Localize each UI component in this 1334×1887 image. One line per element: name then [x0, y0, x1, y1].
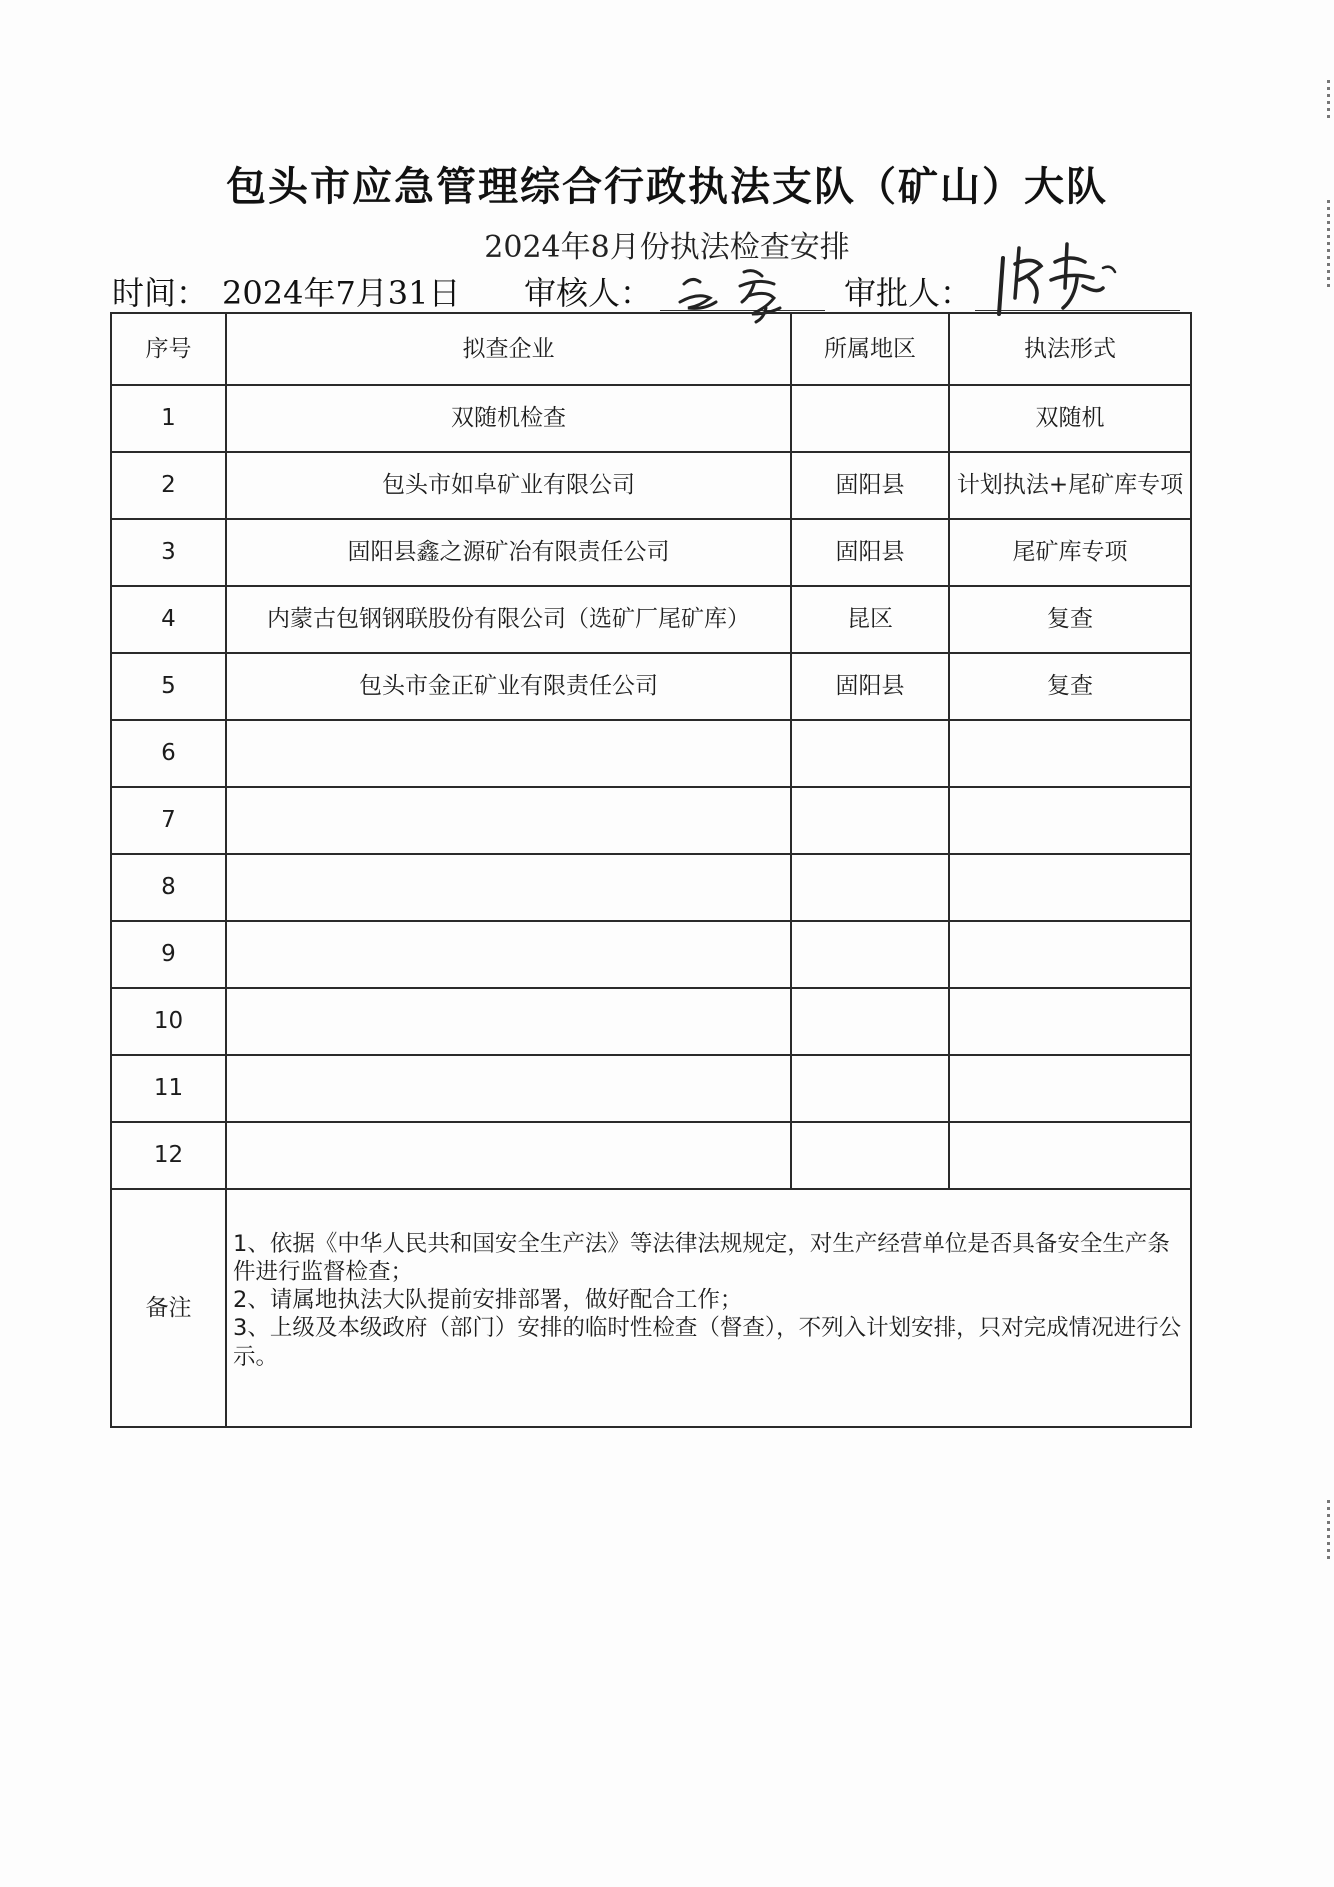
row-form: 尾矿库专项 [949, 519, 1191, 586]
row-company [226, 1122, 791, 1189]
table-row [111, 854, 1191, 921]
row-company: 内蒙古包钢钢联股份有限公司（选矿厂尾矿库） [226, 586, 791, 653]
row-region [791, 787, 949, 854]
row-region [791, 854, 949, 921]
table-row [111, 921, 1191, 988]
row-form [949, 921, 1191, 988]
row-no: 6 [111, 720, 226, 787]
scan-margin-mark [1327, 80, 1330, 120]
document-title: 包头市应急管理综合行政执法支队（矿山）大队 [226, 164, 1108, 210]
row-region [791, 1122, 949, 1189]
remark-item: 1、依据《中华人民共和国安全生产法》等法律法规规定，对生产经营单位是否具备安全生产条件进行监督检查； [233, 1231, 1170, 1286]
row-form [949, 720, 1191, 787]
remarks-row [111, 1189, 1191, 1427]
row-form [949, 854, 1191, 921]
table-row [111, 452, 1191, 519]
row-region [791, 921, 949, 988]
row-no: 7 [111, 787, 226, 854]
row-region [791, 988, 949, 1055]
header-region: 所属地区 [791, 313, 949, 385]
row-region: 固阳县 [791, 452, 949, 519]
row-no: 9 [111, 921, 226, 988]
approver-label: 审批人： [844, 274, 973, 312]
row-company: 包头市如阜矿业有限公司 [226, 452, 791, 519]
row-company [226, 988, 791, 1055]
row-region: 昆区 [791, 586, 949, 653]
table-row [111, 519, 1191, 586]
row-company [226, 921, 791, 988]
row-form [949, 1055, 1191, 1122]
time-value: 2024年7月31日 [222, 274, 461, 312]
row-no: 12 [111, 1122, 226, 1189]
scan-margin-mark [1327, 1500, 1330, 1560]
table-row [111, 787, 1191, 854]
row-no: 1 [111, 385, 226, 452]
approver-signature [985, 228, 1135, 320]
inspection-table [110, 312, 1192, 1428]
row-form [949, 988, 1191, 1055]
row-form: 计划执法+尾矿库专项 [949, 452, 1191, 519]
row-no: 4 [111, 586, 226, 653]
table-row [111, 653, 1191, 720]
table-row [111, 385, 1191, 452]
remark-item: 3、上级及本级政府（部门）安排的临时性检查（督查），不列入计划安排，只对完成情况进行公示。 [233, 1315, 1182, 1370]
row-region: 固阳县 [791, 519, 949, 586]
header-form: 执法形式 [949, 313, 1191, 385]
row-company [226, 787, 791, 854]
row-company: 双随机检查 [226, 385, 791, 452]
header-company: 拟查企业 [226, 313, 791, 385]
row-no: 8 [111, 854, 226, 921]
row-no: 2 [111, 452, 226, 519]
row-form: 双随机 [949, 385, 1191, 452]
remarks-label: 备注 [111, 1189, 226, 1427]
row-no: 11 [111, 1055, 226, 1122]
table-row [111, 988, 1191, 1055]
row-form: 复查 [949, 653, 1191, 720]
table-row [111, 586, 1191, 653]
row-region [791, 1055, 949, 1122]
table-row [111, 1122, 1191, 1189]
remark-item: 2、请属地执法大队提前安排部署，做好配合工作； [233, 1287, 743, 1314]
row-company [226, 720, 791, 787]
row-form [949, 787, 1191, 854]
remarks-content [226, 1189, 1191, 1427]
table-row [111, 1055, 1191, 1122]
row-region [791, 720, 949, 787]
document-subtitle: 2024年8月份执法检查安排 [484, 230, 850, 265]
row-form [949, 1122, 1191, 1189]
row-company [226, 854, 791, 921]
row-no: 5 [111, 653, 226, 720]
scan-margin-mark [1327, 200, 1330, 290]
table-row [111, 720, 1191, 787]
row-no: 3 [111, 519, 226, 586]
row-company: 包头市金正矿业有限责任公司 [226, 653, 791, 720]
row-company: 固阳县鑫之源矿冶有限责任公司 [226, 519, 791, 586]
row-no: 10 [111, 988, 226, 1055]
row-company [226, 1055, 791, 1122]
reviewer-label: 审核人： [524, 274, 653, 312]
row-region [791, 385, 949, 452]
time-label: 时间： [112, 274, 209, 312]
table-header-row [111, 313, 1191, 385]
header-no: 序号 [111, 313, 226, 385]
row-region: 固阳县 [791, 653, 949, 720]
row-form: 复查 [949, 586, 1191, 653]
